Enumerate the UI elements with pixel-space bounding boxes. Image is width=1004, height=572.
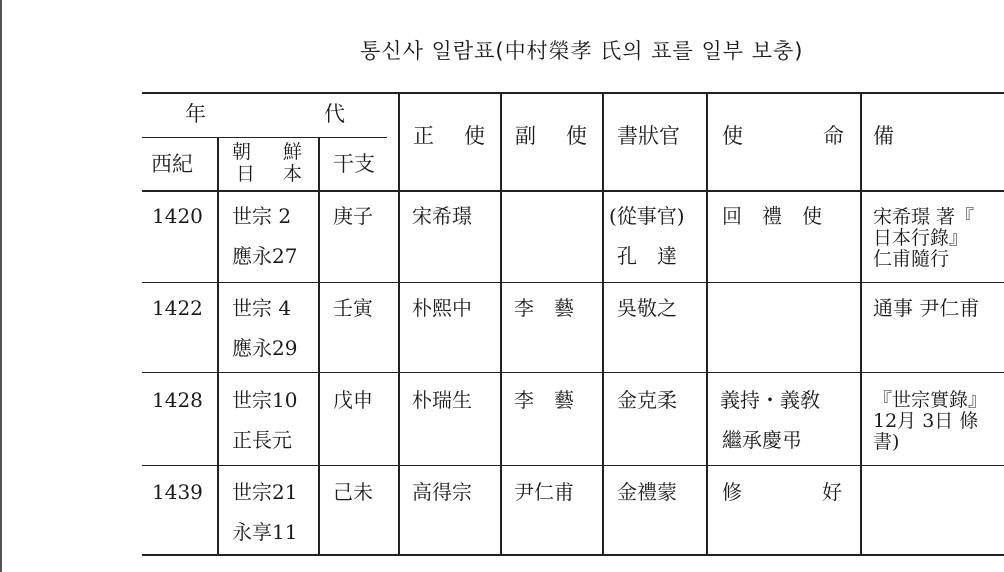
header-nihon-l: 日 [236, 163, 256, 185]
row-rule-3 [142, 465, 1004, 466]
row2-fukushi: 李 藝 [514, 296, 574, 320]
header-fukushi [515, 120, 587, 152]
row3-era2: 正長元 [232, 428, 292, 452]
row4-fukushi: 尹仁甫 [514, 480, 574, 504]
row2-era2: 應永29 [232, 336, 298, 360]
col-divider-1 [217, 137, 219, 554]
row3-shimei1: 義持・義敎 [720, 388, 820, 412]
header-seishi [413, 120, 485, 152]
row4-era1: 世宗21 [232, 480, 298, 504]
header-shimei-l: 使 [722, 124, 743, 148]
row3-era1: 世宗10 [232, 388, 298, 412]
row1-shimei1: 回 禮 使 [722, 204, 822, 228]
table-top-rule [142, 92, 1004, 94]
row-rule-2 [142, 372, 1004, 373]
header-fukushi-r: 使 [566, 124, 587, 148]
col-divider-5 [602, 92, 604, 554]
header-biko: 備 [873, 124, 894, 148]
col-divider-3 [398, 92, 400, 554]
header-kanshi: 干支 [333, 152, 375, 176]
table-title: 통신사 일람표(中村榮孝 氏의 표를 일부 보충) [360, 39, 804, 63]
col-divider-6 [706, 92, 708, 554]
row4-shojokan1: 金禮蒙 [617, 480, 677, 504]
row1-kanshi: 庚子 [333, 204, 373, 228]
row4-era2: 永享11 [232, 520, 298, 544]
row4-kanshi: 己未 [333, 480, 373, 504]
header-chosen [232, 142, 302, 163]
header-bottom-rule [142, 190, 1004, 192]
row3-shimei2: 繼承慶弔 [722, 428, 802, 452]
row2-era1: 世宗 4 [232, 296, 292, 320]
row1-era1: 世宗 2 [232, 204, 292, 228]
row3-biko3: 書) [873, 431, 900, 453]
header-shojokan: 書狀官 [617, 124, 680, 148]
header-nendai-right: 代 [324, 102, 345, 126]
row3-fukushi: 李 藝 [514, 388, 574, 412]
row3-year: 1428 [152, 388, 203, 412]
header-fukushi-l: 副 [515, 124, 536, 148]
row1-year: 1420 [152, 204, 203, 228]
row1-shojokan1: (從事官) [609, 204, 685, 228]
row2-biko1: 通事 尹仁甫 [873, 296, 980, 320]
row1-shojokan2: 孔 達 [617, 244, 677, 268]
col-divider-4 [500, 92, 502, 554]
header-chosen-l: 朝 [232, 141, 252, 163]
row3-seishi: 朴瑞生 [412, 388, 472, 412]
col-divider-2 [318, 137, 320, 554]
row4-year: 1439 [152, 480, 203, 504]
header-seishi-r: 使 [464, 124, 485, 148]
header-seiki: 西紀 [151, 152, 193, 176]
header-nihon-r: 本 [282, 163, 302, 185]
nendai-subrule [142, 137, 387, 138]
header-nihon [236, 164, 302, 185]
header-nendai-left: 年 [185, 102, 206, 126]
header-nendai [185, 98, 345, 130]
row1-biko3: 仁甫隨行 [873, 248, 950, 270]
header-chosen-r: 鮮 [282, 141, 302, 163]
row2-kanshi: 壬寅 [333, 296, 373, 320]
row4-shimei1: 修 好 [722, 480, 842, 504]
row1-seishi: 宋希璟 [412, 204, 472, 228]
row1-biko2: 日本行錄』 [873, 227, 969, 249]
row4-seishi: 高得宗 [412, 480, 472, 504]
row1-era2: 應永27 [232, 244, 298, 268]
header-shimei [722, 120, 844, 152]
row2-year: 1422 [152, 296, 203, 320]
col-divider-7 [860, 92, 862, 554]
row3-biko2: 12月 3日 條 [873, 410, 979, 432]
row1-biko1: 宋希璟 著『 [873, 206, 975, 228]
header-shimei-r: 命 [823, 124, 844, 148]
row-rule-1 [142, 282, 1004, 283]
row2-seishi: 朴熙中 [412, 296, 472, 320]
row3-shojokan1: 金克柔 [617, 388, 677, 412]
row3-biko1: 『世宗實錄』 [873, 389, 988, 411]
header-seishi-l: 正 [413, 124, 434, 148]
table-bottom-rule [142, 554, 1004, 556]
row3-kanshi: 戊申 [333, 388, 373, 412]
row2-shojokan1: 吳敬之 [617, 296, 677, 320]
